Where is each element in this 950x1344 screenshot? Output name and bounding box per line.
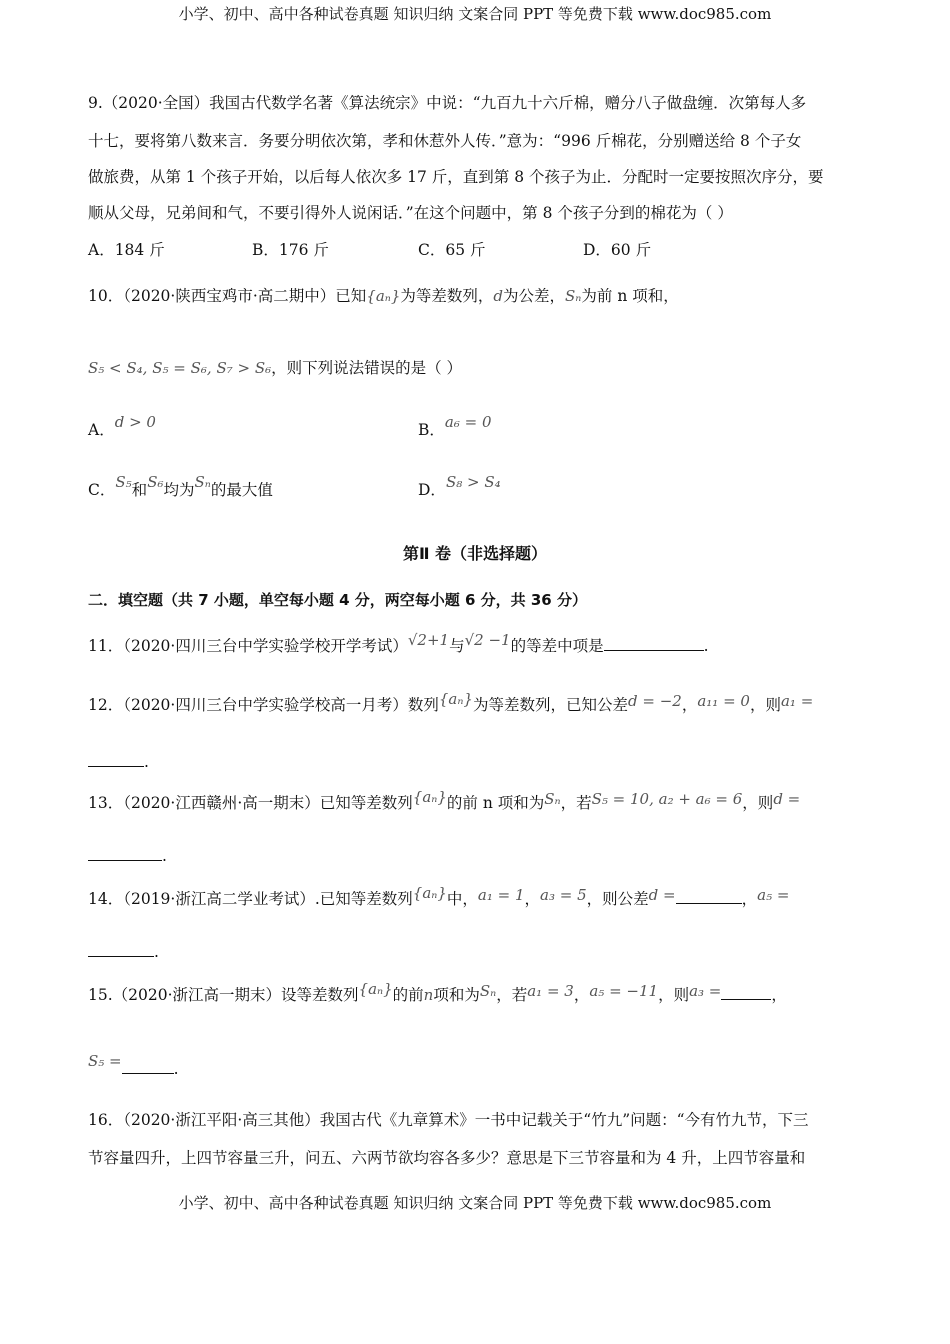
q14-text1: 中， <box>446 890 478 908</box>
q13-s: Sₙ <box>544 790 561 808</box>
q10-option-a <box>88 413 156 440</box>
q15-text3: ，若 <box>496 986 528 1004</box>
fill-in-header: 二．填空题（共 7 小题，单空每小题 4 分，两空每小题 6 分，共 36 分） <box>88 591 587 609</box>
q14-math4: a₅ = <box>757 886 790 904</box>
q14-a5-answer-blank[interactable] <box>88 942 154 957</box>
q14-end: . <box>154 943 159 961</box>
q15-s5-answer-blank[interactable] <box>122 1059 174 1074</box>
q13-text1: 的前 n 项和为 <box>446 794 545 812</box>
q9-line1: 9.（2020·全国）我国古代数学名著《算法统宗》中说：“九百九十六斤棉，赠分八子做盘缠．次第每人多 <box>88 94 807 112</box>
q10-option-c-end: 的最大值 <box>210 481 273 499</box>
q14-math2: a₃ = 5 <box>540 886 587 904</box>
q12-text1: 为等差数列，已知公差 <box>472 696 628 714</box>
q15-seq: {aₙ} <box>358 980 393 998</box>
q10-option-c-label: C． <box>88 481 116 499</box>
q9-line2: 十七，要将第八数来言．务要分明依次第，孝和休惹外人传．”意为：“996 斤棉花，分别赠送给 8 个子女 <box>88 132 802 150</box>
q10-line1 <box>88 286 679 306</box>
q12-math3: a₁ = <box>780 692 814 710</box>
q10-s: Sₙ <box>565 287 582 305</box>
q15-end: . <box>173 1060 179 1078</box>
q16-line2: 节容量四升，上四节容量三升，问五、六两节欲均容各多少？意思是下三节容量和为 4 升，上四节容量和 <box>88 1149 806 1167</box>
q15-text2: 项和为 <box>433 986 480 1004</box>
q11-text2: 的等差中项是 <box>510 637 604 655</box>
q10-line2 <box>88 358 462 378</box>
q15-n: n <box>423 986 434 1004</box>
q10-option-b-math: a₆ = 0 <box>444 413 492 431</box>
q14-math1: a₁ = 1 <box>477 886 525 904</box>
q13-math2: d = <box>773 790 801 808</box>
q9-line3: 做旅费，从第 1 个孩子开始，以后每人依次多 17 斤，直到第 8 个孩子为止．分配时一定要按照次序分，要 <box>88 168 824 186</box>
q13-answer-blank[interactable] <box>88 846 162 861</box>
q13-line2 <box>88 846 167 866</box>
q13-text3: ，则 <box>742 794 774 812</box>
q10-condition: S₅ < S₄, S₅ = S₆, S₇ > S₆ <box>88 359 272 377</box>
q15-a3-answer-blank[interactable] <box>721 985 771 1000</box>
q12-line2 <box>88 752 149 772</box>
q15-math1: a₁ = 3 <box>527 982 574 1000</box>
q13-line1 <box>88 788 801 813</box>
q12-line1 <box>88 690 814 715</box>
q12-prefix: 12．（2020·四川三台中学实验学校高一月考）数列 <box>88 696 439 714</box>
q10-text4: ，则下列说法错误的是（ ） <box>271 359 463 377</box>
q11-line <box>88 631 709 656</box>
footer-banner: 小学、初中、高中各种试卷真题 知识归纳 文案合同 PPT 等免费下载 www.doc985.com <box>178 1194 772 1212</box>
q10-option-c-mid: 均为 <box>163 481 195 499</box>
q9-option-d: D．60 斤 <box>583 241 652 259</box>
q9-option-c: C．65 斤 <box>418 241 486 259</box>
q12-seq: {aₙ} <box>438 690 473 708</box>
q10-option-b-label: B． <box>418 421 445 439</box>
q10-text1: 为等差数列， <box>400 287 494 305</box>
q9-line4: 顺从父母，兄弟间和气，不要引得外人说闲话．”在这个问题中，第 8 个孩子分到的棉花为（ ） <box>88 204 733 222</box>
section-title: 第Ⅱ 卷（非选择题） <box>402 544 548 563</box>
q14-line2 <box>88 942 159 962</box>
q12-math2: a₁₁ = 0 <box>697 692 750 710</box>
q15-prefix: 15.（2020·浙江高一期末）设等差数列 <box>88 986 359 1004</box>
q10-option-b <box>418 413 492 440</box>
q13-seq: {aₙ} <box>412 788 447 806</box>
q15-math3: a₃ = <box>689 982 722 1000</box>
q12-text3: ，则 <box>749 696 781 714</box>
q12-answer-blank[interactable] <box>88 752 144 767</box>
q12-math1: d = −2 <box>627 692 682 710</box>
q14-prefix: 14．（2019·浙江高二学业考试）.已知等差数列 <box>88 890 413 908</box>
header-banner: 小学、初中、高中各种试卷真题 知识归纳 文案合同 PPT 等免费下载 www.doc985.com <box>178 5 772 23</box>
q9-option-a: A．184 斤 <box>88 241 165 259</box>
q15-text4: ， <box>573 986 590 1004</box>
q14-text3: ，则公差 <box>586 890 649 908</box>
q14-d-answer-blank[interactable] <box>676 889 742 904</box>
q10-option-a-math: d > 0 <box>114 413 156 431</box>
q15-math4: S₅ = <box>88 1052 122 1070</box>
q15-line1 <box>88 980 787 1005</box>
q10-text2: 为公差， <box>503 287 566 305</box>
q13-prefix: 13．（2020·江西赣州·高一期末）已知等差数列 <box>88 794 413 812</box>
q16-line1: 16．（2020·浙江平阳·高三其他）我国古代《九章算术》一书中记载关于“竹九”问题：“今有竹九节，下三 <box>88 1111 809 1129</box>
q11-prefix: 11．（2020·四川三台中学实验学校开学考试） <box>88 637 408 655</box>
q10-seq: {aₙ} <box>366 287 401 305</box>
q13-text2: ，若 <box>560 794 592 812</box>
q10-option-c-s5: S₅ <box>115 473 132 491</box>
q14-math3: d = <box>648 886 676 904</box>
q14-line1 <box>88 884 790 909</box>
q15-math2: a₅ = −11 <box>589 982 659 1000</box>
q15-line2 <box>88 1052 179 1079</box>
q10-option-d-label: D． <box>418 481 446 499</box>
q15-s: Sₙ <box>479 982 497 1000</box>
q11-answer-blank[interactable] <box>604 636 704 651</box>
q13-math1: S₅ = 10, a₂ + a₆ = 6 <box>591 790 743 808</box>
q12-end: . <box>144 753 149 771</box>
q10-option-a-label: A． <box>88 421 115 439</box>
q10-option-c <box>88 473 273 500</box>
q15-text1: 的前 <box>392 986 424 1004</box>
q9-option-b: B．176 斤 <box>252 241 329 259</box>
q11-math1: √2+1 <box>407 631 450 649</box>
q10-d: d <box>493 287 504 305</box>
q10-option-c-sn: Sₙ <box>194 473 211 491</box>
q15-text6: ， <box>771 986 787 1004</box>
q11-text1: 与 <box>449 637 465 655</box>
q10-text3: 为前 n 项和， <box>581 287 679 305</box>
q10-option-d <box>418 473 501 500</box>
q10-option-c-and: 和 <box>131 481 148 499</box>
q12-text2: ， <box>681 696 698 714</box>
q13-end: . <box>162 847 167 865</box>
q10-prefix: 10．（2020·陕西宝鸡市·高二期中）已知 <box>88 287 367 305</box>
q14-seq: {aₙ} <box>412 884 447 902</box>
q14-text2: ， <box>524 890 541 908</box>
q10-option-d-math: S₈ > S₄ <box>445 473 501 491</box>
q11-end: . <box>703 637 709 655</box>
q11-math2: √2 −1 <box>464 631 511 649</box>
q15-text5: ，则 <box>658 986 690 1004</box>
q10-option-c-s6: S₆ <box>147 473 164 491</box>
q14-text4: ， <box>741 890 758 908</box>
